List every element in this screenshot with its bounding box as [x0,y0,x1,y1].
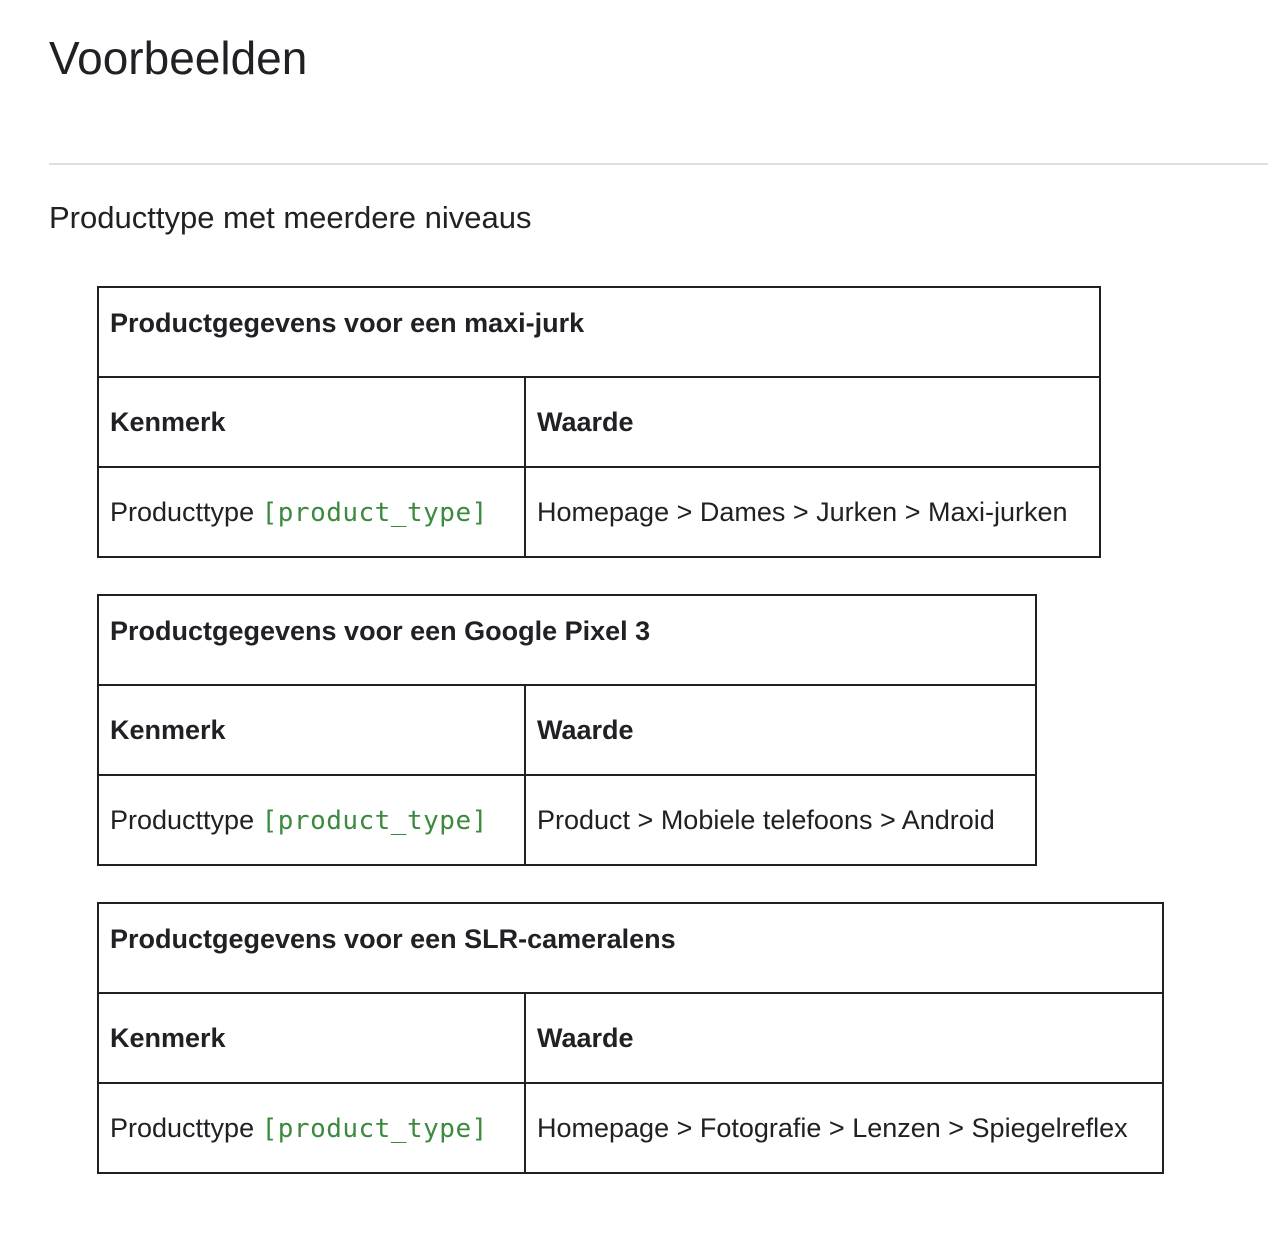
product-data-table-google-pixel [97,594,1037,866]
attribute-code: [product_type] [261,497,488,528]
column-header-value: Waarde [525,685,1036,775]
attribute-code: [product_type] [261,805,488,836]
table-row [98,1083,1163,1173]
table-header-row [98,993,1163,1083]
column-header-value: Waarde [525,377,1100,467]
attribute-label: Producttype [110,804,255,835]
table-caption-row [98,287,1100,377]
attribute-cell [98,775,525,865]
value-cell: Product > Mobiele telefoons > Android [525,775,1036,865]
value-cell: Homepage > Dames > Jurken > Maxi-jurken [525,467,1100,557]
section-divider [49,163,1268,165]
table-caption: Productgegevens voor een maxi-jurk [98,287,1100,377]
table-row [98,467,1100,557]
table-caption: Productgegevens voor een Google Pixel 3 [98,595,1036,685]
attribute-cell [98,1083,525,1173]
column-header-attribute: Kenmerk [98,993,525,1083]
column-header-attribute: Kenmerk [98,685,525,775]
section-heading: Producttype met meerdere niveaus [49,200,532,235]
attribute-code: [product_type] [261,1113,488,1144]
attribute-label: Producttype [110,496,255,527]
column-header-value: Waarde [525,993,1163,1083]
table-header-row [98,377,1100,467]
column-header-attribute: Kenmerk [98,377,525,467]
table-caption-row [98,595,1036,685]
attribute-label: Producttype [110,1112,255,1143]
table-caption: Productgegevens voor een SLR-cameralens [98,903,1163,993]
page-title: Voorbeelden [49,32,308,84]
value-cell: Homepage > Fotografie > Lenzen > Spiegelreflex [525,1083,1163,1173]
table-row [98,775,1036,865]
table-caption-row [98,903,1163,993]
product-data-table-slr-lens [97,902,1164,1174]
table-header-row [98,685,1036,775]
attribute-cell [98,467,525,557]
product-data-table-maxi-dress [97,286,1101,558]
